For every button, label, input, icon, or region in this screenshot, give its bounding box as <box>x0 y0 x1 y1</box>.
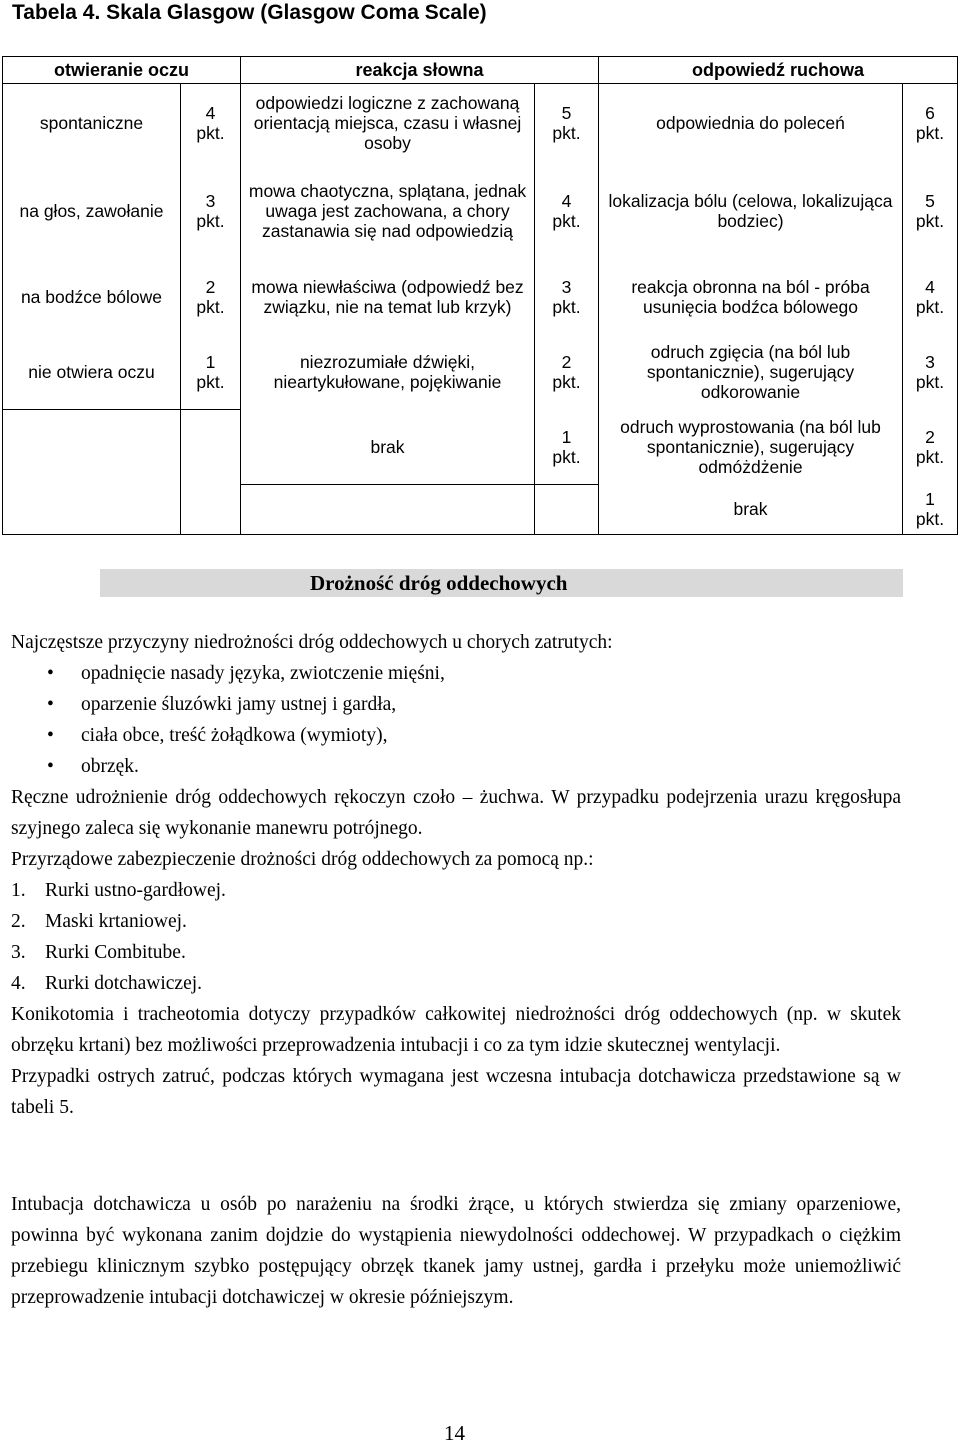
motor-label: reakcja obronna na ból - próba usunięcia bodźca bólowego <box>599 260 903 335</box>
causes-intro: Najczęstsze przyczyny niedrożności dróg oddechowych u chorych zatrutych: <box>11 632 613 653</box>
list-item: 3. Rurki Combitube. <box>11 942 186 963</box>
eye-score: 2 pkt. <box>181 260 241 335</box>
list-item: • ciała obce, treść żołądkowa (wymioty), <box>11 720 901 751</box>
manual-opening-paragraph: Ręczne udrożnienie dróg oddechowych rękoczyn czoło – żuchwa. W przypadku podejrzenia urazu kręgosłupa szyjnego zaleca się wykonanie manewru potrójnego. <box>11 787 901 839</box>
list-item: 4. Rurki dotchawiczej. <box>11 973 203 994</box>
header-eyes: otwieranie oczu <box>3 57 241 84</box>
verbal-label: mowa chaotyczna, splątana, jednak uwaga jest zachowana, a chory zastanawia się nad odpowiedzią <box>241 162 535 260</box>
eye-label: na bodźce bólowe <box>3 260 181 335</box>
table-row <box>3 84 958 162</box>
motor-label: odruch wyprostowania (na ból lub spontanicznie), sugerujący odmóżdżenie <box>599 410 903 485</box>
verbal-score: 5 pkt. <box>535 84 599 162</box>
verbal-label: brak <box>241 410 535 485</box>
motor-label: odruch zgięcia (na ból lub spontanicznie), sugerujący odkorowanie <box>599 335 903 410</box>
devices-intro: Przyrządowe zabezpieczenie drożności dróg oddechowych za pomocą np.: <box>11 849 594 870</box>
table-row <box>3 410 958 485</box>
eye-label: na głos, zawołanie <box>3 162 181 260</box>
motor-label: brak <box>599 485 903 535</box>
glasgow-coma-scale-table <box>2 56 958 535</box>
coniotomy-paragraph: Konikotomia i tracheotomia dotyczy przypadków całkowitej niedrożności dróg oddechowych (np. w skutek obrzęku krtani) bez możliwości przeprowadzenia intubacji i co za tym idzie skutecznej wentylacji. <box>11 1004 901 1056</box>
eye-score: 3 pkt. <box>181 162 241 260</box>
empty-cell <box>181 410 241 535</box>
section-title: Drożność dróg oddechowych <box>310 571 568 595</box>
table-row <box>3 335 958 410</box>
empty-cell <box>241 485 535 535</box>
airway-content <box>11 627 901 1123</box>
eye-score: 4 pkt. <box>181 84 241 162</box>
motor-label: lokalizacja bólu (celowa, lokalizująca bodziec) <box>599 162 903 260</box>
verbal-label: niezrozumiałe dźwięki, nieartykułowane, pojękiwanie <box>241 335 535 410</box>
header-verbal: reakcja słowna <box>241 57 599 84</box>
table-row <box>3 260 958 335</box>
motor-score: 1 pkt. <box>903 485 958 535</box>
eye-label: spontaniczne <box>3 84 181 162</box>
list-item: • opadnięcie nasady języka, zwiotczenie mięśni, <box>11 658 901 689</box>
empty-cell <box>535 485 599 535</box>
verbal-label: odpowiedzi logiczne z zachowaną orientacją miejsca, czasu i własnej osoby <box>241 84 535 162</box>
page-number: 14 <box>444 1421 465 1445</box>
intubation-paragraph: Przypadki ostrych zatruć, podczas których wymagana jest wczesna intubacja dotchawicza przedstawione są w tabeli 5. <box>11 1066 901 1118</box>
table-caption: Tabela 4. Skala Glasgow (Glasgow Coma Scale) <box>12 1 487 24</box>
table-header-row <box>3 57 958 84</box>
motor-score: 3 pkt. <box>903 335 958 410</box>
eye-label: nie otwiera oczu <box>3 335 181 410</box>
motor-score: 2 pkt. <box>903 410 958 485</box>
eye-score: 1 pkt. <box>181 335 241 410</box>
list-item: • oparzenie śluzówki jamy ustnej i gardła, <box>11 689 901 720</box>
devices-list <box>11 875 901 999</box>
list-item: 1. Rurki ustno-gardłowej. <box>11 880 226 901</box>
list-item: 2. Maski krtaniowej. <box>11 911 187 932</box>
verbal-score: 1 pkt. <box>535 410 599 485</box>
verbal-score: 3 pkt. <box>535 260 599 335</box>
verbal-label: mowa niewłaściwa (odpowiedź bez związku, nie na temat lub krzyk) <box>241 260 535 335</box>
verbal-score: 2 pkt. <box>535 335 599 410</box>
motor-score: 6 pkt. <box>903 84 958 162</box>
motor-score: 5 pkt. <box>903 162 958 260</box>
burn-section <box>11 1189 901 1313</box>
motor-score: 4 pkt. <box>903 260 958 335</box>
list-item: • obrzęk. <box>11 751 901 782</box>
header-motor: odpowiedź ruchowa <box>599 57 958 84</box>
burn-intubation-paragraph: Intubacja dotchawicza u osób po narażeniu na środki żrące, u których stwierdza się zmiany oparzeniowe, powinna być wykonana zanim dojdzie do wystąpienia niewydolności oddechowej. W przypadkach o ciężkim przebiegu klinicznym szybko postępujący obrzęk tkanek jamy ustnej, gardła i przełyku może uniemożliwić przeprowadzenie intubacji dotchawiczej w okresie późniejszym. <box>11 1194 901 1308</box>
motor-label: odpowiednia do poleceń <box>599 84 903 162</box>
verbal-score: 4 pkt. <box>535 162 599 260</box>
empty-cell <box>3 410 181 535</box>
table-row <box>3 162 958 260</box>
causes-list <box>11 658 901 782</box>
